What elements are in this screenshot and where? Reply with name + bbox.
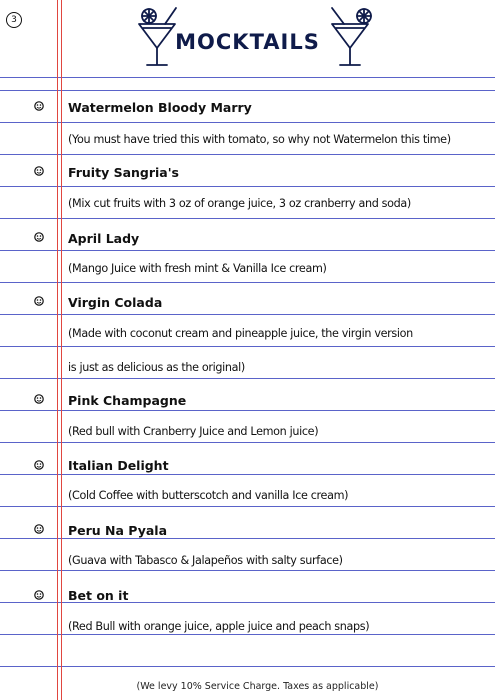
smiley-face-icon bbox=[34, 296, 44, 306]
smiley-face-icon bbox=[34, 232, 44, 242]
rule-line bbox=[0, 218, 495, 219]
service-charge-note: (We levy 10% Service Charge. Taxes as applicable) bbox=[136, 681, 379, 692]
rule-line bbox=[0, 666, 495, 667]
item-name: Peru Na Pyala bbox=[68, 523, 167, 538]
item-name: Fruity Sangria's bbox=[68, 165, 179, 180]
rule-line bbox=[0, 122, 495, 123]
item-name: Pink Champagne bbox=[68, 393, 187, 408]
rule-line bbox=[0, 314, 495, 315]
rule-line bbox=[0, 474, 495, 475]
margin-line bbox=[61, 0, 62, 700]
rule-line bbox=[0, 250, 495, 251]
rule-line bbox=[0, 378, 495, 379]
item-name: Virgin Colada bbox=[68, 295, 163, 310]
item-description: (Mango Juice with fresh mint & Vanilla Ice cream) bbox=[68, 262, 327, 275]
item-description: (Guava with Tabasco & Jalapeños with salty surface) bbox=[68, 554, 343, 567]
rule-line bbox=[0, 538, 495, 539]
margin-line bbox=[57, 0, 58, 700]
rule-line bbox=[0, 442, 495, 443]
smiley-face-icon bbox=[34, 460, 44, 470]
item-name: April Lady bbox=[68, 231, 140, 246]
rule-line bbox=[0, 77, 495, 78]
rule-line bbox=[0, 282, 495, 283]
smiley-face-icon bbox=[34, 101, 44, 111]
rule-line bbox=[0, 90, 495, 91]
cocktail-glass-icon bbox=[318, 4, 376, 70]
rule-line bbox=[0, 186, 495, 187]
rule-line bbox=[0, 634, 495, 635]
rule-line bbox=[0, 346, 495, 347]
smiley-face-icon bbox=[34, 394, 44, 404]
item-description: is just as delicious as the original) bbox=[68, 361, 245, 374]
item-name: Watermelon Bloody Marry bbox=[68, 100, 252, 115]
smiley-face-icon bbox=[34, 166, 44, 176]
item-description: (Red bull with Cranberry Juice and Lemon juice) bbox=[68, 425, 319, 438]
rule-line bbox=[0, 506, 495, 507]
rule-line bbox=[0, 154, 495, 155]
item-name: Italian Delight bbox=[68, 458, 169, 473]
item-name: Bet on it bbox=[68, 588, 129, 603]
smiley-face-icon bbox=[34, 590, 44, 600]
page-title: MOCKTAILS bbox=[175, 30, 320, 54]
rule-line bbox=[0, 570, 495, 571]
page-number: 3 bbox=[6, 12, 22, 28]
item-description: (Mix cut fruits with 3 oz of orange juice, 3 oz cranberry and soda) bbox=[68, 197, 411, 210]
smiley-face-icon bbox=[34, 524, 44, 534]
item-description: (Made with coconut cream and pineapple juice, the virgin version bbox=[68, 327, 413, 340]
item-description: (Red Bull with orange juice, apple juice and peach snaps) bbox=[68, 620, 370, 633]
item-description: (Cold Coffee with butterscotch and vanilla Ice cream) bbox=[68, 489, 349, 502]
rule-line bbox=[0, 410, 495, 411]
item-description: (You must have tried this with tomato, so why not Watermelon this time) bbox=[68, 133, 451, 146]
